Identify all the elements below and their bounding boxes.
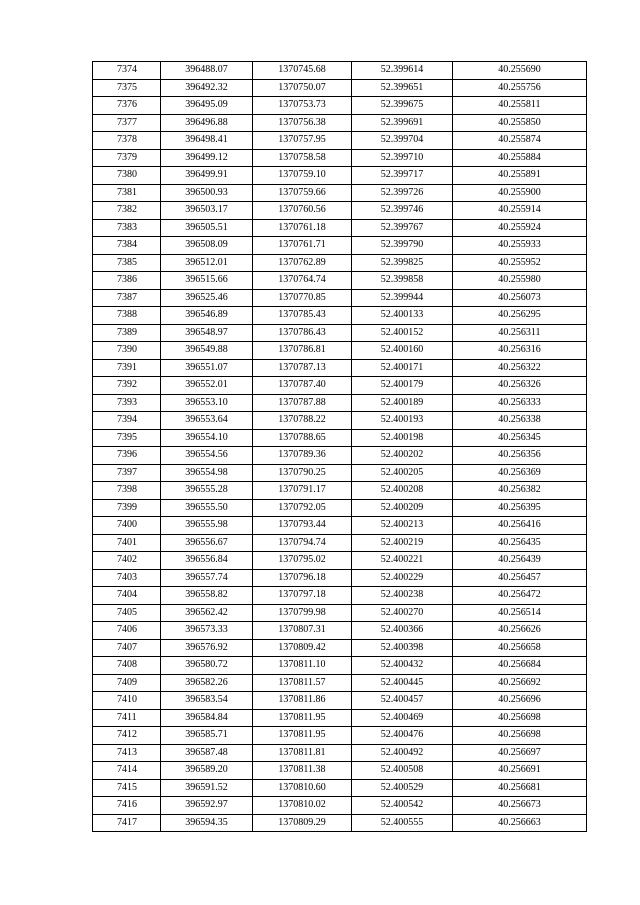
longitude-cell: 40.256472 — [453, 587, 587, 605]
x-coordinate-cell: 396576.92 — [161, 639, 253, 657]
latitude-cell: 52.399767 — [352, 219, 453, 237]
coordinates-table-body — [93, 62, 587, 832]
y-coordinate-cell: 1370799.98 — [253, 604, 352, 622]
y-coordinate-cell: 1370807.31 — [253, 622, 352, 640]
longitude-cell: 40.255914 — [453, 202, 587, 220]
longitude-cell: 40.256395 — [453, 499, 587, 517]
point-number-cell: 7402 — [93, 552, 161, 570]
y-coordinate-cell: 1370794.74 — [253, 534, 352, 552]
y-coordinate-cell: 1370811.95 — [253, 709, 352, 727]
y-coordinate-cell: 1370761.71 — [253, 237, 352, 255]
longitude-cell: 40.256435 — [453, 534, 587, 552]
y-coordinate-cell: 1370788.65 — [253, 429, 352, 447]
longitude-cell: 40.256698 — [453, 727, 587, 745]
table-row — [93, 254, 587, 272]
longitude-cell: 40.256514 — [453, 604, 587, 622]
point-number-cell: 7412 — [93, 727, 161, 745]
point-number-cell: 7384 — [93, 237, 161, 255]
x-coordinate-cell: 396583.54 — [161, 692, 253, 710]
table-row — [93, 709, 587, 727]
latitude-cell: 52.400476 — [352, 727, 453, 745]
point-number-cell: 7381 — [93, 184, 161, 202]
x-coordinate-cell: 396589.20 — [161, 762, 253, 780]
y-coordinate-cell: 1370788.22 — [253, 412, 352, 430]
point-number-cell: 7385 — [93, 254, 161, 272]
point-number-cell: 7393 — [93, 394, 161, 412]
table-row — [93, 657, 587, 675]
y-coordinate-cell: 1370786.81 — [253, 342, 352, 360]
latitude-cell: 52.399726 — [352, 184, 453, 202]
table-row — [93, 779, 587, 797]
latitude-cell: 52.400366 — [352, 622, 453, 640]
longitude-cell: 40.256457 — [453, 569, 587, 587]
x-coordinate-cell: 396562.42 — [161, 604, 253, 622]
x-coordinate-cell: 396495.09 — [161, 97, 253, 115]
table-row — [93, 797, 587, 815]
point-number-cell: 7415 — [93, 779, 161, 797]
longitude-cell: 40.256295 — [453, 307, 587, 325]
y-coordinate-cell: 1370770.85 — [253, 289, 352, 307]
latitude-cell: 52.400457 — [352, 692, 453, 710]
x-coordinate-cell: 396488.07 — [161, 62, 253, 80]
longitude-cell: 40.255874 — [453, 132, 587, 150]
table-row — [93, 359, 587, 377]
latitude-cell: 52.400208 — [352, 482, 453, 500]
latitude-cell: 52.399691 — [352, 114, 453, 132]
x-coordinate-cell: 396585.71 — [161, 727, 253, 745]
point-number-cell: 7410 — [93, 692, 161, 710]
x-coordinate-cell: 396498.41 — [161, 132, 253, 150]
table-row — [93, 622, 587, 640]
table-row — [93, 97, 587, 115]
x-coordinate-cell: 396512.01 — [161, 254, 253, 272]
y-coordinate-cell: 1370764.74 — [253, 272, 352, 290]
table-row — [93, 412, 587, 430]
latitude-cell: 52.400238 — [352, 587, 453, 605]
point-number-cell: 7382 — [93, 202, 161, 220]
longitude-cell: 40.255924 — [453, 219, 587, 237]
latitude-cell: 52.400189 — [352, 394, 453, 412]
y-coordinate-cell: 1370797.18 — [253, 587, 352, 605]
point-number-cell: 7417 — [93, 814, 161, 832]
longitude-cell: 40.256333 — [453, 394, 587, 412]
point-number-cell: 7376 — [93, 97, 161, 115]
table-row — [93, 674, 587, 692]
y-coordinate-cell: 1370753.73 — [253, 97, 352, 115]
latitude-cell: 52.400469 — [352, 709, 453, 727]
point-number-cell: 7407 — [93, 639, 161, 657]
table-row — [93, 219, 587, 237]
latitude-cell: 52.400270 — [352, 604, 453, 622]
x-coordinate-cell: 396555.50 — [161, 499, 253, 517]
latitude-cell: 52.400219 — [352, 534, 453, 552]
longitude-cell: 40.256696 — [453, 692, 587, 710]
point-number-cell: 7375 — [93, 79, 161, 97]
latitude-cell: 52.399704 — [352, 132, 453, 150]
x-coordinate-cell: 396551.07 — [161, 359, 253, 377]
x-coordinate-cell: 396591.52 — [161, 779, 253, 797]
y-coordinate-cell: 1370811.10 — [253, 657, 352, 675]
table-row — [93, 744, 587, 762]
latitude-cell: 52.400229 — [352, 569, 453, 587]
longitude-cell: 40.256369 — [453, 464, 587, 482]
y-coordinate-cell: 1370793.44 — [253, 517, 352, 535]
latitude-cell: 52.400542 — [352, 797, 453, 815]
table-row — [93, 587, 587, 605]
y-coordinate-cell: 1370811.86 — [253, 692, 352, 710]
table-row — [93, 534, 587, 552]
y-coordinate-cell: 1370759.10 — [253, 167, 352, 185]
table-row — [93, 762, 587, 780]
latitude-cell: 52.400205 — [352, 464, 453, 482]
latitude-cell: 52.399675 — [352, 97, 453, 115]
table-row — [93, 342, 587, 360]
latitude-cell: 52.400133 — [352, 307, 453, 325]
x-coordinate-cell: 396548.97 — [161, 324, 253, 342]
latitude-cell: 52.400529 — [352, 779, 453, 797]
y-coordinate-cell: 1370787.88 — [253, 394, 352, 412]
x-coordinate-cell: 396515.66 — [161, 272, 253, 290]
longitude-cell: 40.256326 — [453, 377, 587, 395]
point-number-cell: 7383 — [93, 219, 161, 237]
y-coordinate-cell: 1370759.66 — [253, 184, 352, 202]
latitude-cell: 52.400171 — [352, 359, 453, 377]
point-number-cell: 7374 — [93, 62, 161, 80]
latitude-cell: 52.400555 — [352, 814, 453, 832]
latitude-cell: 52.400432 — [352, 657, 453, 675]
x-coordinate-cell: 396587.48 — [161, 744, 253, 762]
table-row — [93, 499, 587, 517]
table-row — [93, 447, 587, 465]
x-coordinate-cell: 396582.26 — [161, 674, 253, 692]
point-number-cell: 7414 — [93, 762, 161, 780]
point-number-cell: 7408 — [93, 657, 161, 675]
table-row — [93, 167, 587, 185]
x-coordinate-cell: 396558.82 — [161, 587, 253, 605]
latitude-cell: 52.400508 — [352, 762, 453, 780]
longitude-cell: 40.255933 — [453, 237, 587, 255]
point-number-cell: 7395 — [93, 429, 161, 447]
longitude-cell: 40.255884 — [453, 149, 587, 167]
y-coordinate-cell: 1370795.02 — [253, 552, 352, 570]
longitude-cell: 40.255756 — [453, 79, 587, 97]
table-row — [93, 132, 587, 150]
point-number-cell: 7399 — [93, 499, 161, 517]
table-row — [93, 79, 587, 97]
latitude-cell: 52.399790 — [352, 237, 453, 255]
point-number-cell: 7413 — [93, 744, 161, 762]
y-coordinate-cell: 1370745.68 — [253, 62, 352, 80]
longitude-cell: 40.256658 — [453, 639, 587, 657]
point-number-cell: 7397 — [93, 464, 161, 482]
y-coordinate-cell: 1370785.43 — [253, 307, 352, 325]
longitude-cell: 40.255952 — [453, 254, 587, 272]
longitude-cell: 40.255690 — [453, 62, 587, 80]
table-row — [93, 202, 587, 220]
longitude-cell: 40.256626 — [453, 622, 587, 640]
coordinates-table — [92, 61, 587, 832]
longitude-cell: 40.256681 — [453, 779, 587, 797]
x-coordinate-cell: 396492.32 — [161, 79, 253, 97]
point-number-cell: 7380 — [93, 167, 161, 185]
x-coordinate-cell: 396552.01 — [161, 377, 253, 395]
latitude-cell: 52.399858 — [352, 272, 453, 290]
table-row — [93, 324, 587, 342]
longitude-cell: 40.256663 — [453, 814, 587, 832]
x-coordinate-cell: 396553.64 — [161, 412, 253, 430]
x-coordinate-cell: 396546.89 — [161, 307, 253, 325]
latitude-cell: 52.400221 — [352, 552, 453, 570]
x-coordinate-cell: 396556.67 — [161, 534, 253, 552]
y-coordinate-cell: 1370762.89 — [253, 254, 352, 272]
y-coordinate-cell: 1370750.07 — [253, 79, 352, 97]
table-row — [93, 289, 587, 307]
y-coordinate-cell: 1370786.43 — [253, 324, 352, 342]
latitude-cell: 52.399746 — [352, 202, 453, 220]
point-number-cell: 7378 — [93, 132, 161, 150]
y-coordinate-cell: 1370811.81 — [253, 744, 352, 762]
x-coordinate-cell: 396592.97 — [161, 797, 253, 815]
y-coordinate-cell: 1370811.95 — [253, 727, 352, 745]
table-row — [93, 429, 587, 447]
y-coordinate-cell: 1370809.42 — [253, 639, 352, 657]
x-coordinate-cell: 396549.88 — [161, 342, 253, 360]
table-row — [93, 814, 587, 832]
x-coordinate-cell: 396573.33 — [161, 622, 253, 640]
latitude-cell: 52.400492 — [352, 744, 453, 762]
point-number-cell: 7391 — [93, 359, 161, 377]
point-number-cell: 7416 — [93, 797, 161, 815]
table-row — [93, 62, 587, 80]
x-coordinate-cell: 396500.93 — [161, 184, 253, 202]
longitude-cell: 40.256316 — [453, 342, 587, 360]
y-coordinate-cell: 1370787.13 — [253, 359, 352, 377]
latitude-cell: 52.399717 — [352, 167, 453, 185]
y-coordinate-cell: 1370760.56 — [253, 202, 352, 220]
point-number-cell: 7406 — [93, 622, 161, 640]
y-coordinate-cell: 1370792.05 — [253, 499, 352, 517]
table-row — [93, 569, 587, 587]
x-coordinate-cell: 396557.74 — [161, 569, 253, 587]
point-number-cell: 7390 — [93, 342, 161, 360]
point-number-cell: 7401 — [93, 534, 161, 552]
x-coordinate-cell: 396508.09 — [161, 237, 253, 255]
table-row — [93, 639, 587, 657]
table-row — [93, 727, 587, 745]
point-number-cell: 7409 — [93, 674, 161, 692]
point-number-cell: 7404 — [93, 587, 161, 605]
longitude-cell: 40.255980 — [453, 272, 587, 290]
longitude-cell: 40.256691 — [453, 762, 587, 780]
y-coordinate-cell: 1370811.57 — [253, 674, 352, 692]
table-row — [93, 692, 587, 710]
latitude-cell: 52.399651 — [352, 79, 453, 97]
latitude-cell: 52.400202 — [352, 447, 453, 465]
longitude-cell: 40.256416 — [453, 517, 587, 535]
y-coordinate-cell: 1370758.58 — [253, 149, 352, 167]
x-coordinate-cell: 396499.12 — [161, 149, 253, 167]
latitude-cell: 52.399614 — [352, 62, 453, 80]
point-number-cell: 7389 — [93, 324, 161, 342]
point-number-cell: 7392 — [93, 377, 161, 395]
x-coordinate-cell: 396555.28 — [161, 482, 253, 500]
x-coordinate-cell: 396499.91 — [161, 167, 253, 185]
y-coordinate-cell: 1370810.60 — [253, 779, 352, 797]
longitude-cell: 40.255900 — [453, 184, 587, 202]
x-coordinate-cell: 396554.56 — [161, 447, 253, 465]
longitude-cell: 40.256684 — [453, 657, 587, 675]
latitude-cell: 52.400179 — [352, 377, 453, 395]
table-row — [93, 184, 587, 202]
table-row — [93, 517, 587, 535]
table-row — [93, 149, 587, 167]
latitude-cell: 52.400152 — [352, 324, 453, 342]
point-number-cell: 7411 — [93, 709, 161, 727]
longitude-cell: 40.256382 — [453, 482, 587, 500]
x-coordinate-cell: 396503.17 — [161, 202, 253, 220]
point-number-cell: 7396 — [93, 447, 161, 465]
latitude-cell: 52.400445 — [352, 674, 453, 692]
longitude-cell: 40.256439 — [453, 552, 587, 570]
longitude-cell: 40.256338 — [453, 412, 587, 430]
y-coordinate-cell: 1370761.18 — [253, 219, 352, 237]
x-coordinate-cell: 396496.88 — [161, 114, 253, 132]
point-number-cell: 7388 — [93, 307, 161, 325]
longitude-cell: 40.256673 — [453, 797, 587, 815]
y-coordinate-cell: 1370790.25 — [253, 464, 352, 482]
longitude-cell: 40.256356 — [453, 447, 587, 465]
point-number-cell: 7379 — [93, 149, 161, 167]
latitude-cell: 52.400209 — [352, 499, 453, 517]
x-coordinate-cell: 396580.72 — [161, 657, 253, 675]
x-coordinate-cell: 396555.98 — [161, 517, 253, 535]
y-coordinate-cell: 1370811.38 — [253, 762, 352, 780]
longitude-cell: 40.256698 — [453, 709, 587, 727]
point-number-cell: 7405 — [93, 604, 161, 622]
x-coordinate-cell: 396553.10 — [161, 394, 253, 412]
longitude-cell: 40.256322 — [453, 359, 587, 377]
point-number-cell: 7403 — [93, 569, 161, 587]
latitude-cell: 52.400160 — [352, 342, 453, 360]
table-row — [93, 482, 587, 500]
point-number-cell: 7400 — [93, 517, 161, 535]
point-number-cell: 7386 — [93, 272, 161, 290]
y-coordinate-cell: 1370810.02 — [253, 797, 352, 815]
table-row — [93, 394, 587, 412]
x-coordinate-cell: 396584.84 — [161, 709, 253, 727]
y-coordinate-cell: 1370796.18 — [253, 569, 352, 587]
table-row — [93, 464, 587, 482]
x-coordinate-cell: 396525.46 — [161, 289, 253, 307]
latitude-cell: 52.400198 — [352, 429, 453, 447]
table-row — [93, 114, 587, 132]
table-row — [93, 552, 587, 570]
y-coordinate-cell: 1370757.95 — [253, 132, 352, 150]
y-coordinate-cell: 1370756.38 — [253, 114, 352, 132]
latitude-cell: 52.399710 — [352, 149, 453, 167]
x-coordinate-cell: 396505.51 — [161, 219, 253, 237]
latitude-cell: 52.400193 — [352, 412, 453, 430]
y-coordinate-cell: 1370791.17 — [253, 482, 352, 500]
x-coordinate-cell: 396594.35 — [161, 814, 253, 832]
longitude-cell: 40.255891 — [453, 167, 587, 185]
longitude-cell: 40.256073 — [453, 289, 587, 307]
table-row — [93, 237, 587, 255]
longitude-cell: 40.256311 — [453, 324, 587, 342]
y-coordinate-cell: 1370789.36 — [253, 447, 352, 465]
longitude-cell: 40.255850 — [453, 114, 587, 132]
y-coordinate-cell: 1370787.40 — [253, 377, 352, 395]
longitude-cell: 40.256697 — [453, 744, 587, 762]
latitude-cell: 52.399825 — [352, 254, 453, 272]
table-row — [93, 272, 587, 290]
point-number-cell: 7387 — [93, 289, 161, 307]
longitude-cell: 40.256345 — [453, 429, 587, 447]
latitude-cell: 52.399944 — [352, 289, 453, 307]
x-coordinate-cell: 396556.84 — [161, 552, 253, 570]
point-number-cell: 7377 — [93, 114, 161, 132]
latitude-cell: 52.400213 — [352, 517, 453, 535]
point-number-cell: 7398 — [93, 482, 161, 500]
table-row — [93, 307, 587, 325]
longitude-cell: 40.255811 — [453, 97, 587, 115]
point-number-cell: 7394 — [93, 412, 161, 430]
latitude-cell: 52.400398 — [352, 639, 453, 657]
longitude-cell: 40.256692 — [453, 674, 587, 692]
y-coordinate-cell: 1370809.29 — [253, 814, 352, 832]
table-row — [93, 377, 587, 395]
x-coordinate-cell: 396554.98 — [161, 464, 253, 482]
x-coordinate-cell: 396554.10 — [161, 429, 253, 447]
table-row — [93, 604, 587, 622]
